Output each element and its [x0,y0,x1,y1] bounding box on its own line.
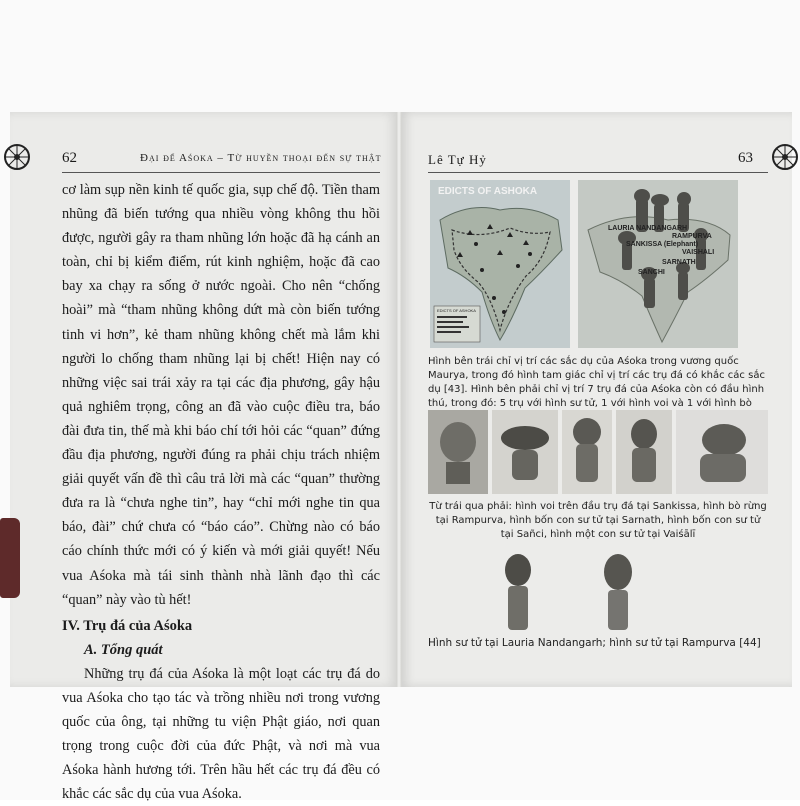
edicts-map [430,180,570,348]
photo-rampurva-lion [582,550,654,630]
pillars-map [578,180,738,348]
map-label: SANKISSA (Elephant) [626,241,699,248]
photo-bull-capital [492,410,558,494]
caption-capitals: Từ trái qua phải: hình voi trên đầu trụ đá tại Sankissa, hình bò rừng tại Rampurva, hình bốn con sư tử tại Sarnath, hình bốn con sư tử tại Sañci, hình một con sư tử tại Vaiśālī [429,501,767,540]
page-number-left: 62 [62,150,77,166]
bookmark-ribbon [0,518,20,598]
running-author: Lê Tự Hỷ [428,152,487,167]
map-legend-title: EDICTS OF ASHOKA [437,308,476,313]
photo-sanchi-lions [616,410,672,494]
photo-sarnath-lions [562,410,612,494]
body-paragraph: cơ làm sụp nền kinh tế quốc gia, sụp chế độ. Tiền tham nhũng đã biến tướng qua nhiều vòng không thu hồi được, người gây ra tham nhũng lớn hoặc đã hạ cánh an toàn, chỉ bị kiểm điểm, rút kinh nghiệm, hoặc đã cao bay xa chạy ra sống ở nước ngoài. Cho nên “chống hoài” mà “tham nhũng không dứt mà còn biến tướng tinh vi hơn”, kẻ tham nhũng không chết mà lắm khi người lo chống tham nhũng lại bị chết! Hiện nay có những việc sai trái xảy ra tại các địa phương, gây hậu quả nghiêm trọng, công an đã vào cuộc điều tra, báo đài đưa tin, thế mà khi báo chí tới hỏi các “quan” đứng đầu địa phương, người đúng ra phải chịu trách nhiệm giải quyết vấn đề thì câu trả lời mà các “quan” thường đưa ra là “chưa nghe tin”, hay “chỉ mới nghe tin qua báo, đài” chứ chưa có “báo cáo”. Chừng nào có báo cáo chính thức mới có ý kiến và mới giải quyết! Nếu vua Aśoka mà tái sinh thành nhà lãnh đạo thì các “quan” này vào tù hết! [62,182,380,608]
map-label: SANCHI [638,269,665,276]
subsection-heading: A. Tổng quát [84,641,163,658]
caption-maps: Hình bên trái chỉ vị trí các sắc dụ của Aśoka trong vương quốc Maurya, trong đó hình tam giác chỉ vị trí các trụ đá có khắc các sắc dụ [43]. Hình bên phải chỉ vị trí 7 trụ đá của Aśoka còn có đầu hình thú, trong đó: 5 trụ với hình sư tử, 1 với hình voi và 1 với hình bò [428,356,765,409]
header-rule-left [62,172,380,173]
dharma-wheel-icon [770,142,800,172]
photo-elephant-capital [428,410,488,494]
running-title: Đại đế Aśoka – Từ huyền thoại đến sự thật [140,152,382,164]
photo-vaishali-lion [676,410,768,494]
map-label: RAMPURVA [672,233,712,240]
caption-lions: Hình sư tử tại Lauria Nandangarh; hình sư tử tại Rampurva [44] [428,637,761,649]
book-gutter [396,112,402,687]
left-page-body [62,178,380,806]
map-label: LAURIA NANDANGARH [608,225,688,232]
map-label: SARNATH [662,259,696,266]
dharma-wheel-icon [2,142,32,172]
photo-lauria-lion [480,550,556,630]
section-paragraph: Những trụ đá của Aśoka là một loạt các trụ đá do vua Aśoka cho tạo tác và trồng nhiều nơi trong vương quốc của ông, tại những tu viện Phật giáo, nơi quan trọng trong cuộc đời của đức Phật, và nơi mà vua Aśoka hành hương tới. Trên hầu hết các trụ đá đều có khắc các sắc dụ của vua Aśoka. [62,665,380,803]
map-title: EDICTS OF ASHOKA [438,186,538,197]
header-rule-right [428,172,768,173]
page-number-right: 63 [738,150,753,166]
map-label: VAISHALI [682,249,715,256]
section-heading: IV. Trụ đá của Aśoka [62,617,193,634]
